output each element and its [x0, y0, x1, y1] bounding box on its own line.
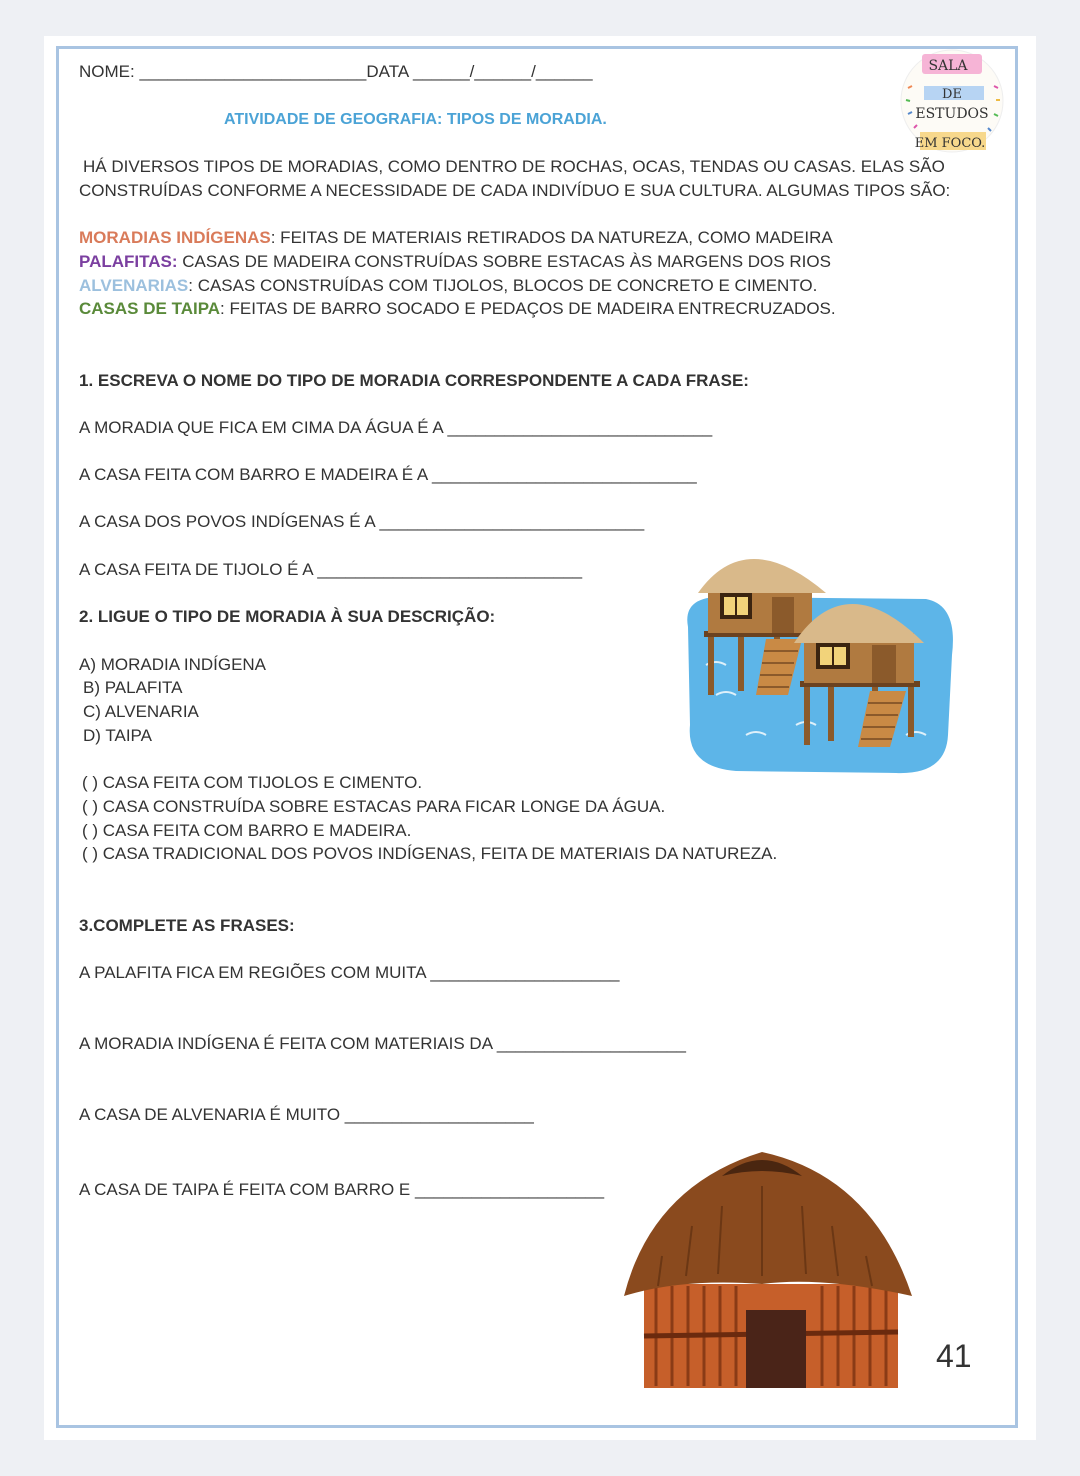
q3-item-2[interactable]: A MORADIA INDÍGENA É FEITA COM MATERIAIS DA ____________________: [79, 1034, 686, 1053]
type-alvenaria: [79, 276, 817, 296]
type-alvenaria-term: ALVENARIAS: [79, 276, 189, 295]
q2-desc-1[interactable]: ( ) CASA FEITA COM TIJOLOS E CIMENTO.: [82, 773, 423, 792]
q2-desc-2[interactable]: ( ) CASA CONSTRUÍDA SOBRE ESTACAS PARA FICAR LONGE DA ÁGUA.: [82, 797, 666, 816]
q3-item-4[interactable]: A CASA DE TAIPA É FEITA COM BARRO E ____________________: [79, 1180, 605, 1199]
q2-option-c: C) ALVENARIA: [83, 702, 199, 721]
q2-option-d: D) TAIPA: [83, 726, 152, 745]
page-number: 41: [936, 1338, 972, 1374]
q2-option-a: A) MORADIA INDÍGENA: [79, 655, 267, 674]
q2-desc-3[interactable]: ( ) CASA FEITA COM BARRO E MADEIRA.: [82, 821, 412, 840]
type-indigena-desc: : FEITAS DE MATERIAIS RETIRADOS DA NATUREZA, COMO MADEIRA: [270, 228, 833, 247]
logo-text-de: DE: [942, 87, 962, 102]
logo-text-em-foco: EM FOCO.: [914, 136, 986, 151]
palafita-illustration: [676, 535, 958, 777]
type-palafita-desc: CASAS DE MADEIRA CONSTRUÍDAS SOBRE ESTACAS ÀS MARGENS DOS RIOS: [177, 252, 831, 271]
q3-heading: 3.COMPLETE AS FRASES:: [79, 916, 295, 935]
type-palafita: [79, 252, 831, 272]
sala-de-estudos-logo: [898, 48, 1006, 154]
oca-illustration: [622, 1146, 914, 1392]
type-taipa: [79, 299, 836, 319]
q2-desc-4[interactable]: ( ) CASA TRADICIONAL DOS POVOS INDÍGENAS, FEITA DE MATERIAIS DA NATUREZA.: [82, 844, 778, 863]
q1-item-4[interactable]: A CASA FEITA DE TIJOLO É A ____________________________: [79, 560, 583, 579]
q2-option-b: B) PALAFITA: [83, 678, 183, 697]
q3-item-3[interactable]: A CASA DE ALVENARIA É MUITO ____________________: [79, 1105, 534, 1124]
name-date-line: NOME: ________________________DATA ______/______/______: [79, 62, 593, 81]
intro-line-1: HÁ DIVERSOS TIPOS DE MORADIAS, COMO DENTRO DE ROCHAS, OCAS, TENDAS OU CASAS. ELAS SÃO: [83, 157, 945, 176]
type-taipa-term: CASAS DE TAIPA: [79, 299, 221, 318]
type-indigena-term: MORADIAS INDÍGENAS: [79, 228, 271, 247]
intro-line-2: CONSTRUÍDAS CONFORME A NECESSIDADE DE CADA INDIVÍDUO E SUA CULTURA. ALGUMAS TIPOS SÃO:: [79, 181, 951, 200]
type-alvenaria-desc: : CASAS CONSTRUÍDAS COM TIJOLOS, BLOCOS DE CONCRETO E CIMENTO.: [188, 276, 818, 295]
q1-item-2[interactable]: A CASA FEITA COM BARRO E MADEIRA É A ____________________________: [79, 465, 697, 484]
type-taipa-desc: : FEITAS DE BARRO SOCADO E PEDAÇOS DE MADEIRA ENTRECRUZADOS.: [220, 299, 836, 318]
q1-item-1[interactable]: A MORADIA QUE FICA EM CIMA DA ÁGUA É A ____________________________: [79, 418, 713, 437]
q1-item-3[interactable]: A CASA DOS POVOS INDÍGENAS É A ____________________________: [79, 512, 645, 531]
q3-item-1[interactable]: A PALAFITA FICA EM REGIÕES COM MUITA ____________________: [79, 963, 620, 982]
type-indigena: [79, 228, 833, 248]
q1-heading: 1. ESCREVA O NOME DO TIPO DE MORADIA CORRESPONDENTE A CADA FRASE:: [79, 371, 749, 390]
q2-heading: 2. LIGUE O TIPO DE MORADIA À SUA DESCRIÇÃO:: [79, 607, 496, 626]
type-palafita-term: PALAFITAS:: [79, 252, 178, 271]
logo-text-sala: SALA: [928, 58, 968, 74]
logo-text-estudos: ESTUDOS: [915, 106, 989, 122]
worksheet-title: ATIVIDADE DE GEOGRAFIA: TIPOS DE MORADIA.: [224, 111, 607, 128]
